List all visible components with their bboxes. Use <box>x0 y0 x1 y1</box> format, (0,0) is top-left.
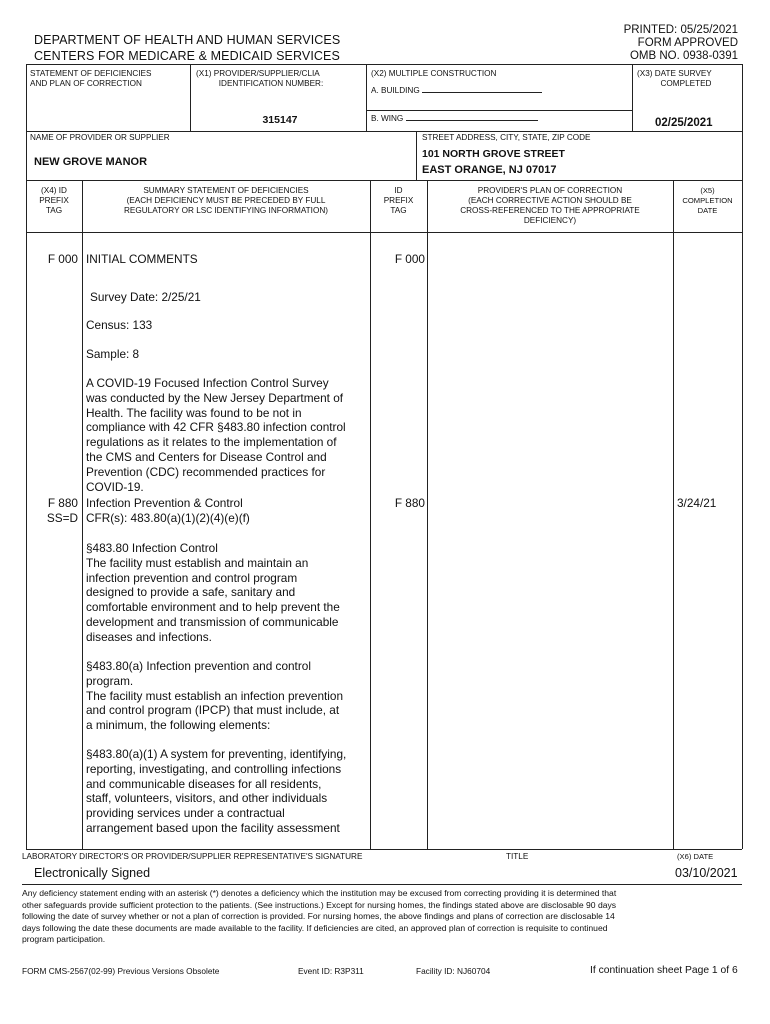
text-line: reporting, investigating, and controlling infections <box>86 761 342 776</box>
col-summary-line: REGULATORY OR LSC IDENTIFYING INFORMATION) <box>124 206 328 215</box>
text-line: and communicable diseases for all residents, <box>86 776 322 791</box>
rule <box>366 110 632 111</box>
title-label: TITLE <box>506 852 529 861</box>
col-plan-line: (EACH CORRECTIVE ACTION SHOULD BE <box>468 196 632 205</box>
text-line: diseases and infections. <box>86 629 212 644</box>
x6-date-label: (X6) DATE <box>677 852 714 861</box>
signature-label: LABORATORY DIRECTOR'S OR PROVIDER/SUPPLIER REPRESENTATIVE'S SIGNATURE <box>22 852 363 861</box>
col-summary-line: SUMMARY STATEMENT OF DEFICIENCIES <box>143 186 309 195</box>
tag-ss: SS=D <box>46 511 78 525</box>
rule <box>26 180 742 181</box>
col-id-header <box>370 186 427 216</box>
dept-line-2: CENTERS FOR MEDICARE & MEDICAID SERVICES <box>34 49 340 63</box>
wing-label-text: B. WING <box>371 114 404 123</box>
text-line: A COVID-19 Focused Infection Control Survey <box>86 376 329 390</box>
col-x4-line: TAG <box>45 206 63 215</box>
col-summary-line: (EACH DEFICIENCY MUST BE PRECEDED BY FULL <box>126 196 326 205</box>
rule <box>366 64 367 131</box>
tag-f880-right: F 880 <box>394 496 425 510</box>
paragraph-483-80 <box>86 541 368 645</box>
x1-label-2: IDENTIFICATION NUMBER: <box>218 79 324 88</box>
provider-name-label: NAME OF PROVIDER OR SUPPLIER <box>30 133 170 142</box>
covid-paragraph <box>86 376 368 494</box>
footer-event: Event ID: R3P311 <box>298 966 364 976</box>
initial-comments: INITIAL COMMENTS <box>86 252 198 266</box>
signature-date: 03/10/2021 <box>675 866 738 880</box>
text-line: COVID-19. <box>86 479 144 494</box>
col-x5-line: (X5) <box>700 186 715 195</box>
f880-cfr: CFR(s): 483.80(a)(1)(2)(4)(e)(f) <box>86 511 250 525</box>
address-line-2: EAST ORANGE, NJ 07017 <box>422 164 557 176</box>
text-line: Health. The facility was found to be not in <box>86 405 302 420</box>
disclaimer-line: following the date of survey whether or not a plan of correction is provided. For nursing homes, the above findings and plans of correction are disclosable 14 <box>22 911 615 922</box>
tag-f000: F 000 <box>47 252 78 266</box>
text-line: staff, volunteers, visitors, and other individuals <box>86 791 328 806</box>
col-summary-header <box>82 186 370 216</box>
text-line: §483.80(a)(1) A system for preventing, identifying, <box>86 747 347 761</box>
text-line: infection prevention and control program <box>86 570 298 585</box>
text-line: regulations as it relates to the implementation of <box>86 435 337 450</box>
col-x5-line: COMPLETION <box>682 196 733 205</box>
tag-f000-right: F 000 <box>394 252 425 266</box>
text-line: and control program (IPCP) that must include, at <box>86 703 340 718</box>
survey-date: 02/25/2021 <box>655 117 713 129</box>
disclaimer <box>22 888 742 946</box>
disclaimer-line: Any deficiency statement ending with an asterisk (*) denotes a deficiency which the institution may be excused from correcting providing it is determined that <box>22 888 617 898</box>
col-plan-line: CROSS-REFERENCED TO THE APPROPRIATE <box>460 206 640 215</box>
rule <box>673 180 674 849</box>
statement-label-2: AND PLAN OF CORRECTION <box>30 79 142 88</box>
rule <box>632 64 633 131</box>
text-line: §483.80 Infection Control <box>86 541 218 555</box>
rule <box>26 849 742 850</box>
paragraph-483-80a1 <box>86 747 368 836</box>
col-x4-line: (X4) ID <box>41 186 67 195</box>
address-line-1: 101 NORTH GROVE STREET <box>422 148 565 160</box>
building-label <box>371 85 542 96</box>
col-plan-line: PROVIDER'S PLAN OF CORRECTION <box>477 186 623 195</box>
rule <box>26 64 742 65</box>
text-line: arrangement based upon the facility assessment <box>86 820 340 835</box>
x3-label-1: (X3) DATE SURVEY <box>637 69 712 78</box>
text-line: providing services under a contractual <box>86 806 285 821</box>
rule <box>26 232 742 233</box>
rule <box>26 64 27 849</box>
rule <box>22 884 742 885</box>
col-id-line: ID <box>394 186 403 195</box>
col-x4-line: PREFIX <box>39 196 69 205</box>
completion-date: 3/24/21 <box>677 496 717 510</box>
col-x5-line: DATE <box>697 206 718 215</box>
address-label: STREET ADDRESS, CITY, STATE, ZIP CODE <box>422 133 591 142</box>
statement-label-1: STATEMENT OF DEFICIENCIES <box>30 69 152 78</box>
text-line: development and transmission of communicable <box>86 614 339 629</box>
disclaimer-line: other safeguards provide sufficient protection to the patients. (See instructions.) Except for nursing homes, the findings stated above are disclosable 90 days <box>22 899 617 910</box>
text-line: program. <box>86 673 134 688</box>
signature-value: Electronically Signed <box>34 866 151 880</box>
x2-label: (X2) MULTIPLE CONSTRUCTION <box>371 69 497 78</box>
col-plan-line: DEFICIENCY) <box>523 216 577 225</box>
col-plan-header <box>427 186 673 226</box>
provider-name: NEW GROVE MANOR <box>34 156 148 168</box>
dept-line-1: DEPARTMENT OF HEALTH AND HUMAN SERVICES <box>34 33 341 47</box>
text-line: the CMS and Centers for Disease Control and <box>86 449 327 464</box>
f880-title: Infection Prevention & Control <box>86 496 243 510</box>
col-x5-header <box>673 186 742 216</box>
form-approved: FORM APPROVED <box>637 37 738 49</box>
rule <box>26 131 742 132</box>
wing-label <box>371 113 538 124</box>
provider-number: 315147 <box>262 114 298 126</box>
building-label-text: A. BUILDING <box>371 86 420 95</box>
omb-number: OMB NO. 0938-0391 <box>629 50 738 62</box>
disclaimer-line: days following the date these documents are made available to the facility. If deficiencies are cited, an approved plan of correction is requisite to continued <box>22 922 608 933</box>
survey-date-line: Survey Date: 2/25/21 <box>90 290 201 304</box>
text-line: designed to provide a safe, sanitary and <box>86 585 296 600</box>
text-line: a minimum, the following elements: <box>86 718 271 733</box>
footer-page: If continuation sheet Page 1 of 6 <box>590 965 738 976</box>
text-line: compliance with 42 CFR §483.80 infection control <box>86 420 346 435</box>
sample-line: Sample: 8 <box>86 347 140 361</box>
paragraph-483-80a <box>86 659 368 733</box>
col-id-line: PREFIX <box>383 196 414 205</box>
footer-form: FORM CMS-2567(02-99) Previous Versions Obsolete <box>22 966 220 976</box>
rule <box>82 180 83 849</box>
text-line: The facility must establish an infection prevention <box>86 688 344 703</box>
text-line: was conducted by the New Jersey Department of <box>86 390 344 405</box>
census-line: Census: 133 <box>86 318 153 332</box>
rule <box>370 180 371 849</box>
col-x4-header <box>26 186 82 216</box>
text-line: Prevention (CDC) recommended practices for <box>86 464 326 479</box>
rule <box>427 180 428 849</box>
rule <box>742 64 743 849</box>
text-line: §483.80(a) Infection prevention and control <box>86 659 311 673</box>
tag-f880: F 880 <box>47 496 78 510</box>
x3-label-2: COMPLETED <box>660 79 712 88</box>
printed-date: PRINTED: 05/25/2021 <box>623 24 738 36</box>
col-id-line: TAG <box>390 206 407 215</box>
rule <box>416 131 417 180</box>
x1-label-1: (X1) PROVIDER/SUPPLIER/CLIA <box>196 69 320 78</box>
text-line: comfortable environment and to help prevent the <box>86 600 340 615</box>
rule <box>190 64 191 131</box>
text-line: The facility must establish and maintain an <box>86 555 309 570</box>
disclaimer-line: program participation. <box>22 934 106 945</box>
footer-facility: Facility ID: NJ60704 <box>416 966 491 976</box>
